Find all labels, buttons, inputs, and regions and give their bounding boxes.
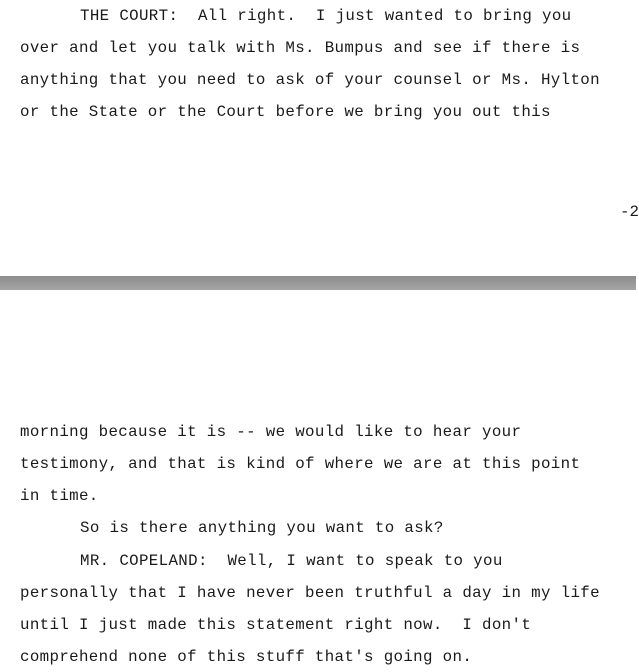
transcript-line: testimony, and that is kind of where we are at this point (20, 455, 581, 473)
transcript-line: personally that I have never been truthful a day in my life (20, 584, 600, 602)
transcript-line: in time. (20, 487, 99, 505)
transcript-line: morning because it is -- we would like to hear your (20, 423, 522, 441)
transcript-line: or the State or the Court before we bring you out this (20, 103, 551, 121)
transcript-line: until I just made this statement right now. I don't (20, 616, 532, 634)
transcript-page-bottom (0, 290, 636, 672)
transcript-line: comprehend none of this stuff that's going on. (20, 648, 473, 666)
transcript-line: anything that you need to ask of your counsel or Ms. Hylton (20, 71, 600, 89)
transcript-line: over and let you talk with Ms. Bumpus and see if there is (20, 39, 581, 57)
page-divider (0, 276, 636, 290)
transcript-page-top (0, 0, 639, 276)
page-number: -2 (620, 203, 639, 221)
transcript-line: THE COURT: All right. I just wanted to bring you (80, 7, 572, 25)
transcript-line: MR. COPELAND: Well, I want to speak to you (80, 552, 503, 570)
transcript-line: So is there anything you want to ask? (80, 519, 444, 537)
